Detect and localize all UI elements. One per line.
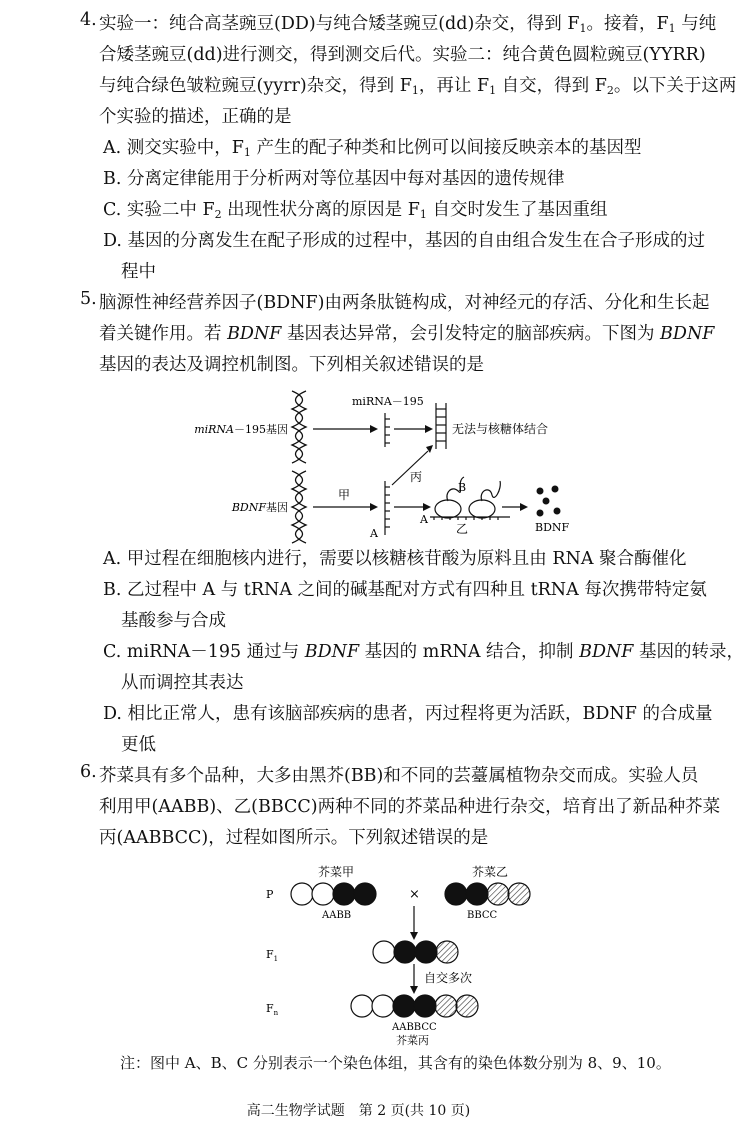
no-ribosome-binding-label: 无法与核糖体结合 [452,422,549,436]
q5-option-d-line-2: 更低 [121,735,156,755]
arrowhead-icon [370,503,378,511]
arrowhead-icon [370,425,378,433]
q5-line-2: 着关键作用。若 BDNF 基因表达异常，会引发特定的脑部疾病。下图为 BDNF [99,324,715,344]
q5-option-b-line-1: B. 乙过程中 A 与 tRNA 之间的碱基配对方式有四种且 tRNA 每次携带特定氨 [103,580,707,600]
genotype-aabbcc-label: AABBCC [392,1022,437,1033]
generation-fn-label: $F_n$ [266,1002,279,1017]
q4-line-1: 实验一：纯合高茎豌豆(DD)与纯合矮茎豌豆(dd)杂交，得到 $F_1$。接着，$F_1$ 与纯 [99,14,717,35]
genotype-bbcc-label: BBCC [467,910,498,921]
process-jia-label: 甲 [338,488,351,502]
mustard-jia-chromosomes-icon [291,883,376,905]
figure-note: 注：图中 A、B、C 分别表示一个染色体组，其含有的染色体数分别为 8、9、10。 [120,1054,671,1072]
q4-line-4: 个实验的描述，正确的是 [99,107,292,127]
q5-option-c-line-2: 从而调控其表达 [121,673,244,693]
bdnf-mrna-icon [385,481,390,535]
mirna-gene-dna-icon [292,391,306,463]
genotype-aabb-label: AABB [322,910,352,921]
q6-line-1: 芥菜具有多个品种，大多由黑芥(BB)和不同的芸薹属植物杂交而成。实验人员 [99,766,699,786]
generation-p-label: P [266,888,274,901]
fn-chromosomes-icon [351,995,478,1017]
mustard-jia-label: 芥菜甲 [318,865,355,879]
mirna-195-label: miRNA－195 [352,395,424,408]
mrna-a-label-left: A [370,527,378,540]
arrowhead-icon [410,932,418,940]
q5-line-3: 基因的表达及调控机制图。下列相关叙述错误的是 [99,355,484,375]
q5-option-a: A. 甲过程在细胞核内进行，需要以核糖核苷酸为原料且由 RNA 聚合酶催化 [103,549,687,569]
q4-option-d-line-1: D. 基因的分离发生在配子形成的过程中，基因的自由组合发生在合子形成的过 [103,231,706,251]
mirna-gene-label: miRNA－195基因 [194,423,288,436]
q6-line-2: 利用甲(AABB)、乙(BBCC)两种不同的芥菜品种进行杂交，培育出了新品种芥菜 [99,797,721,817]
selfing-label: 自交多次 [424,971,473,985]
arrowhead-icon [423,503,431,511]
q4-option-a: A. 测交实验中，$F_1$ 产生的配子种类和比例可以间接反映亲本的基因型 [103,138,642,159]
mustard-bing-label: 芥菜丙 [396,1034,429,1047]
bdnf-protein-label: BDNF [535,521,570,534]
q4-line-3: 与纯合绿色皱粒豌豆(yyrr)杂交，得到 $F_1$，再让 $F_1$ 自交，得到 $F_2$。以下关于这两 [99,76,737,97]
q4-option-c: C. 实验二中 $F_2$ 出现性状分离的原因是 $F_1$ 自交时发生了基因重组 [103,200,608,221]
mustard-yi-label: 芥菜乙 [472,865,509,879]
process-yi-label: 乙 [456,522,469,536]
q5-line-1: 脑源性神经营养因子(BDNF)由两条肽链构成，对神经元的存活、分化和生长起 [99,293,710,313]
q4-option-b: B. 分离定律能用于分析两对等位基因中每对基因的遗传规律 [103,169,565,189]
bdnf-gene-label: BDNF基因 [231,501,288,514]
q5-option-d-line-1: D. 相比正常人，患有该脑部疾病的患者，丙过程将更为活跃，BDNF 的合成量 [103,704,713,724]
q4-number: 4. [80,10,97,30]
q4-option-d-line-2: 程中 [121,262,156,282]
bdnf-protein-dots-icon [537,486,561,517]
arrowhead-icon [425,425,433,433]
q5-option-c-line-1: C. miRNA－195 通过与 BDNF 基因的 mRNA 结合，抑制 BDNF 基因的转录， [103,642,744,662]
translation-ribosome-icon [430,477,510,520]
mirna-strand-icon [385,413,390,447]
q6-line-3: 丙(AABBCC)，过程如图所示。下列叙述错误的是 [99,828,489,848]
f1-chromosomes-icon [373,941,458,963]
mustard-cross-diagram [260,860,550,1050]
mirna-mrna-complex-icon [436,403,446,449]
bdnf-regulation-diagram [194,385,580,545]
mustard-yi-chromosomes-icon [445,883,530,905]
q6-number: 6. [80,762,97,782]
tRNA-b-label: B [458,481,467,494]
bdnf-gene-dna-icon [292,471,306,543]
process-bing-label: 丙 [410,470,423,484]
q4-line-2: 合矮茎豌豆(dd)进行测交，得到测交后代。实验二：纯合黄色圆粒豌豆(YYRR) [99,45,706,65]
generation-f1-label: $F_1$ [266,948,279,963]
cross-symbol: × [409,887,420,902]
mrna-a-label: A [420,513,428,526]
page-footer: 高二生物学试题 第 2 页(共 10 页) [246,1103,471,1119]
arrowhead-icon [410,986,418,994]
arrowhead-icon [520,503,528,511]
q5-number: 5. [80,289,97,309]
q5-option-b-line-2: 基酸参与合成 [121,611,226,631]
